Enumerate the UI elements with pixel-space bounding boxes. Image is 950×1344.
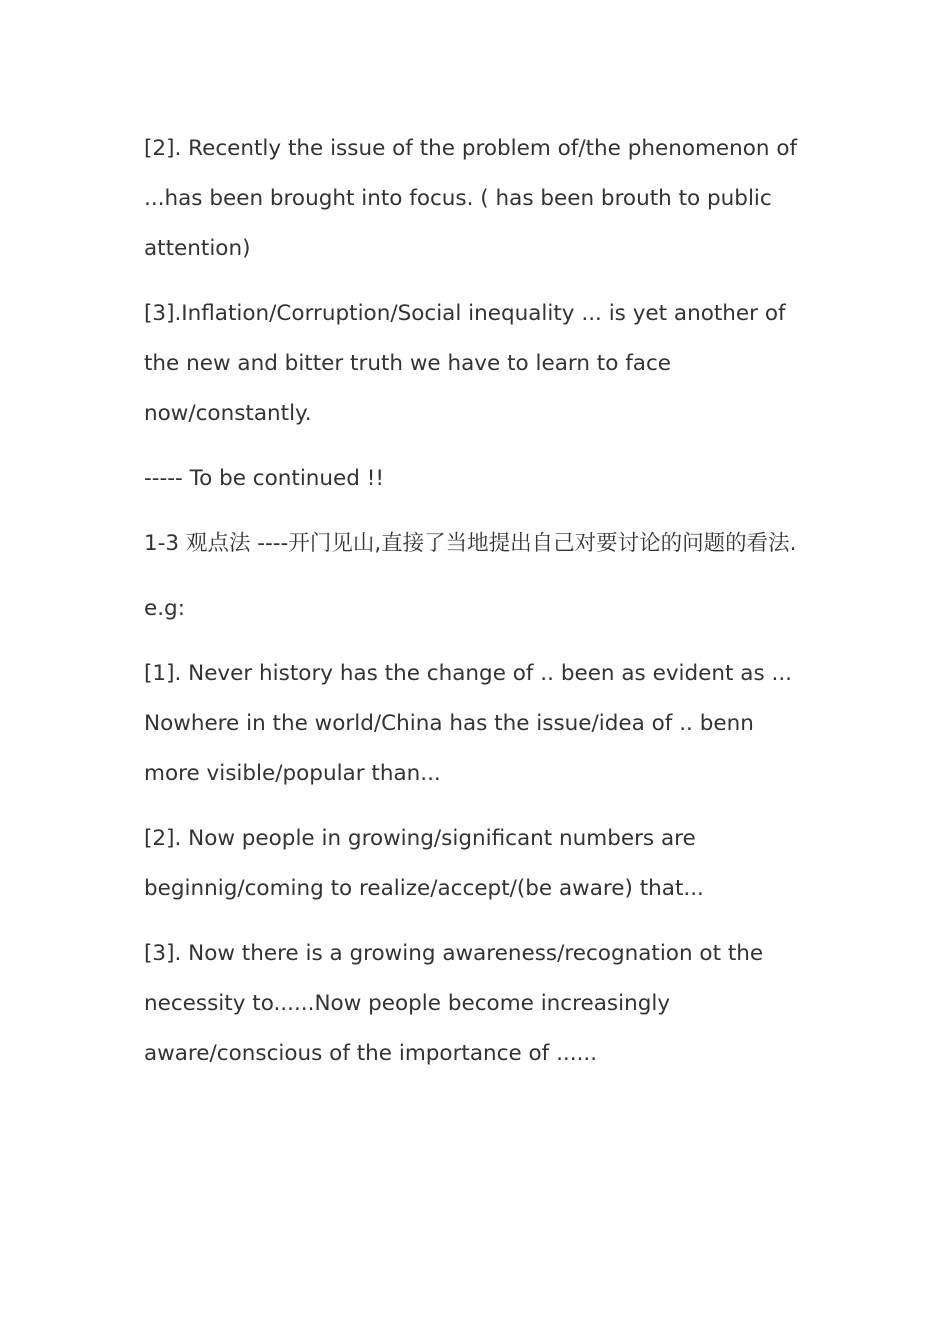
paragraph-example-1: [1]. Never history has the change of .. been as evident as ... Nowhere in the world/China has the issue/idea of .. benn more visible/popular than... (144, 661, 792, 786)
paragraph-example-3: [3]. Now there is a growing awareness/recognation ot the necessity to......Now people become increasingly aware/conscious of the importance of ...... (144, 941, 764, 1066)
paragraph-example-label: e.g: (144, 596, 185, 621)
paragraph-to-be-continued: ----- To be continued !! (144, 466, 385, 491)
paragraph-phrase-3-inflation: [3].Inflation/Corruption/Social inequality ... is yet another of the new and bitter truth we have to learn to face now/constantly. (144, 301, 786, 426)
paragraph-phrase-2-focus: [2]. Recently the issue of the problem of/the phenomenon of ...has been brought into focus. ( has been brouth to public attention) (144, 136, 798, 261)
paragraph-example-2: [2]. Now people in growing/significant numbers are beginnig/coming to realize/accept/(be aware) that... (144, 826, 704, 901)
paragraph-section-1-3-heading: 1-3 观点法 ----开门见山,直接了当地提出自己对要讨论的问题的看法. (144, 531, 797, 556)
document-body (144, 124, 806, 1094)
